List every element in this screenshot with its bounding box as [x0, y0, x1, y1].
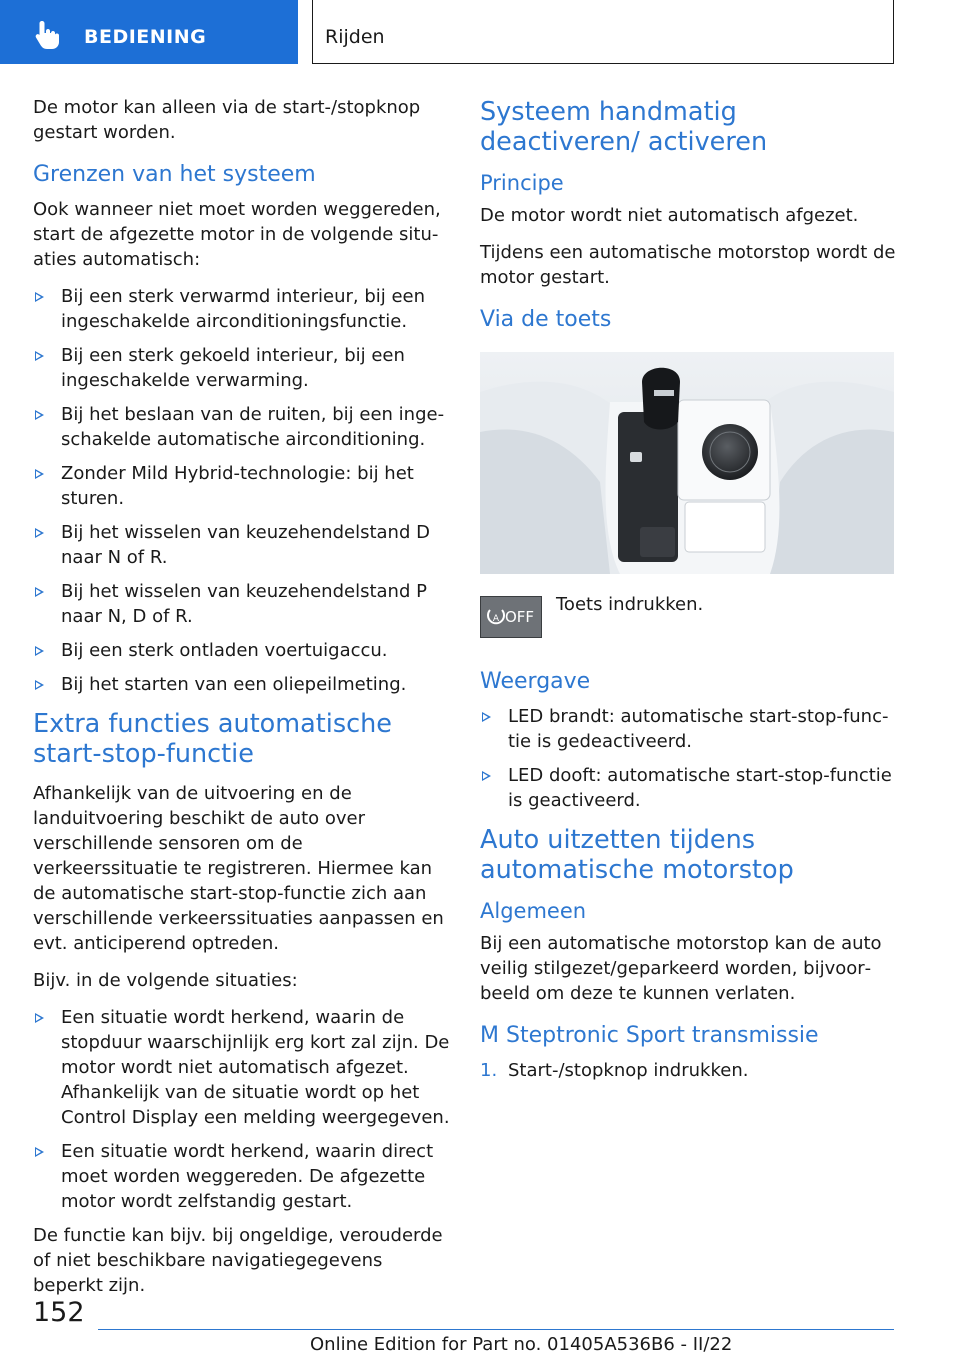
svg-text:A: A — [492, 614, 500, 624]
intro-paragraph: De motor kan alleen via de start-/stopknop gestart worden. — [33, 97, 421, 143]
limits-heading: Grenzen van het systeem — [33, 162, 316, 187]
situations-intro: Bijv. in de volgende situaties: — [33, 970, 298, 991]
footer-divider — [98, 1329, 894, 1330]
triangle-bullet-icon — [35, 469, 44, 479]
closing-paragraph: De functie kan bijv. bij ongeldige, verouderde of niet beschikbare navigatiegegevens beperkt zijn. — [33, 1225, 443, 1296]
limits-list — [33, 284, 451, 697]
steps-list — [480, 1058, 898, 1083]
triangle-bullet-icon — [482, 712, 491, 722]
list-item: Bij het wisselen van keuzehendelstand P naar N, D of R. — [33, 579, 451, 629]
display-list — [480, 704, 898, 813]
limits-paragraph: Ook wanneer niet moet worden weggereden, start de afgezette motor in de volgende situaties automatisch: — [33, 199, 441, 270]
list-item: LED brandt: automatische start-stop-functie is gedeactiveerd. — [480, 704, 898, 754]
list-item: Een situatie wordt herkend, waarin de stopduur waarschijnlijk erg kort zal zijn. De motor wordt niet automatisch afgezet. Afhankelijk van de situatie wordt op het Control Display een melding weergegeven. — [33, 1005, 451, 1130]
list-item: Bij een sterk ontladen voertuigaccu. — [33, 638, 451, 663]
list-item: Bij een sterk verwarmd interieur, bij een ingeschakelde airconditioningsfunctie. — [33, 284, 451, 334]
deactivate-heading: Systeem handmatig deactiveren/ activeren — [480, 97, 768, 157]
list-item: Bij het wisselen van keuzehendelstand D naar N of R. — [33, 520, 451, 570]
situations-list — [33, 1005, 451, 1214]
chapter-header — [312, 0, 894, 64]
edition-footer: Online Edition for Part no. 01405A536B6 - II/22 — [310, 1334, 733, 1355]
triangle-bullet-icon — [35, 351, 44, 361]
extra-functions-heading: Extra functies automatische start-stop-functie — [33, 709, 392, 769]
list-item: Zonder Mild Hybrid-technologie: bij het sturen. — [33, 461, 451, 511]
triangle-bullet-icon — [35, 292, 44, 302]
section-label: BEDIENING — [84, 26, 207, 48]
display-heading: Weergave — [480, 669, 591, 694]
triangle-bullet-icon — [35, 587, 44, 597]
page-number: 152 — [33, 1297, 85, 1328]
steptronic-heading: M Steptronic Sport transmissie — [480, 1023, 819, 1048]
off-button-row — [480, 592, 898, 652]
left-column — [33, 95, 451, 1310]
triangle-bullet-icon — [35, 1013, 44, 1023]
list-item: Bij het starten van een oliepeilmeting. — [33, 672, 451, 697]
auto-start-stop-off-icon — [480, 596, 542, 638]
extra-functions-paragraph: Afhankelijk van de uitvoering en de landuitvoering beschikt de auto over verschillende sensoren om de verkeerssituatie te registreren. Hiermee kan de automatische start-stop-functie zich aan verschillende verkeerssituaties aanpassen en evt. anticiperend optreden. — [33, 783, 444, 954]
off-label: OFF — [505, 608, 535, 626]
section-tab — [0, 0, 298, 64]
hand-pointer-icon — [30, 17, 66, 53]
list-item: Bij een sterk gekoeld interieur, bij een ingeschakelde verwarming. — [33, 343, 451, 393]
triangle-bullet-icon — [35, 646, 44, 656]
triangle-bullet-icon — [482, 771, 491, 781]
switch-off-heading: Auto uitzetten tijdens automatische motorstop — [480, 825, 794, 885]
triangle-bullet-icon — [35, 410, 44, 420]
button-heading: Via de toets — [480, 307, 612, 332]
principle-paragraph-2: Tijdens een automatische motorstop wordt de motor gestart. — [480, 242, 896, 288]
list-item: LED dooft: automatische start-stop-functie is geactiveerd. — [480, 763, 898, 813]
list-item: 1. Start-/stopknop indrukken. — [480, 1060, 749, 1081]
center-console-image — [480, 352, 894, 574]
general-heading: Algemeen — [480, 899, 587, 923]
principle-heading: Principe — [480, 171, 564, 195]
triangle-bullet-icon — [35, 528, 44, 538]
triangle-bullet-icon — [35, 680, 44, 690]
right-column — [480, 95, 898, 1083]
press-button-text: Toets indrukken. — [556, 594, 704, 615]
list-item: Bij het beslaan van de ruiten, bij een ingeschakelde automatische airconditioning. — [33, 402, 451, 452]
chapter-label: Rijden — [325, 26, 385, 48]
list-item: Een situatie wordt herkend, waarin direct moet worden weggereden. De afgezette motor wordt zelfstandig gestart. — [33, 1139, 451, 1214]
principle-paragraph-1: De motor wordt niet automatisch afgezet. — [480, 205, 859, 226]
general-paragraph: Bij een automatische motorstop kan de auto veilig stilgezet/geparkeerd worden, bijvoorbeeld om deze te kunnen verlaten. — [480, 933, 882, 1004]
auto-start-stop-symbol-icon — [486, 606, 506, 628]
triangle-bullet-icon — [35, 1147, 44, 1157]
